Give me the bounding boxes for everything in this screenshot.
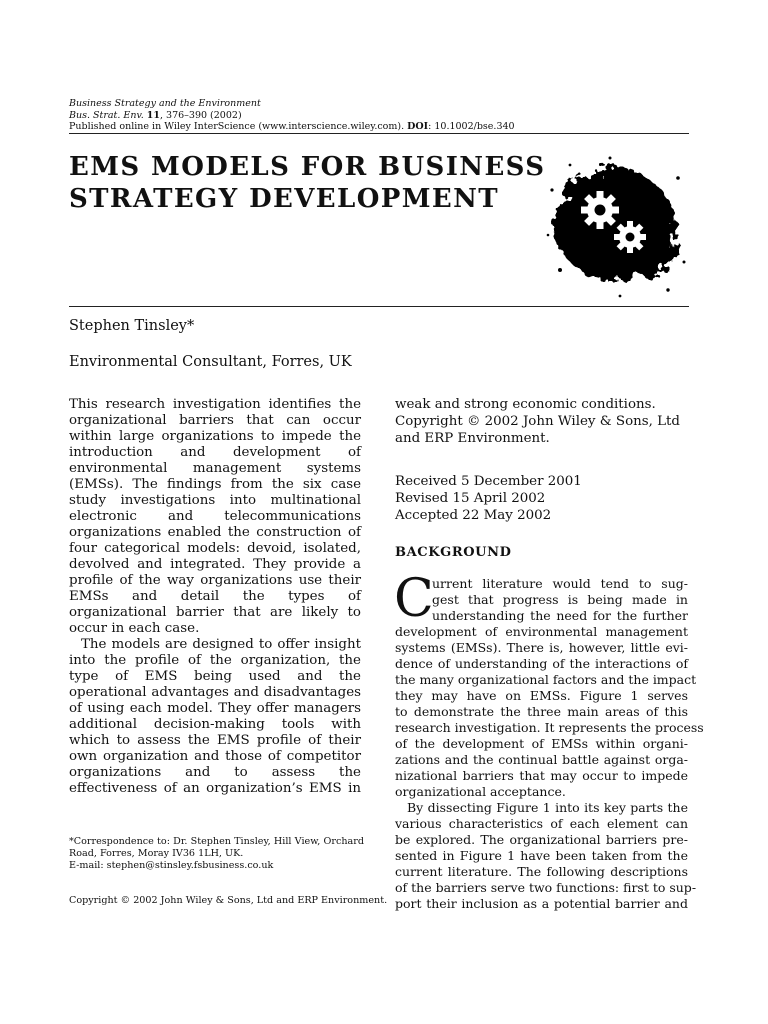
abstract-continuation: weak and strong economic conditions. Copyright © 2002 John Wiley & Sons, Ltd and ERP Environment. xyxy=(395,397,680,446)
revised-date: Revised 15 April 2002 xyxy=(395,491,546,506)
section-heading: BACKGROUND xyxy=(395,545,512,560)
body-text xyxy=(395,576,704,912)
body-paragraph-1: urrent literature would tend to sug- gest that progress is being made in understanding the need for the further development of environmental management systems (EMSs). There is, however, little evi- dence of understanding of the interactions of the many organizational factors and the impact they may have on EMSs. Figure 1 serves to demonstrate the three main areas of this research investigation. It represents the process of the development of EMSs within organi- zations and the continual battle against orga- nizational barriers that may occur to impede organizational acceptance. xyxy=(395,576,704,799)
copyright-footer: Copyright © 2002 John Wiley & Sons, Ltd and ERP Environment. xyxy=(69,895,388,906)
journal-name: Business Strategy and the Environment xyxy=(69,98,261,109)
correspondence-footnote: *Correspondence to: Dr. Stephen Tinsley, Hill View, Orchard Road, Forres, Moray IV36 1LH, UK. E-mail: stephen@stinsley.fsbusiness.co.uk xyxy=(69,836,364,871)
abstract-paragraph-2: The models are designed to offer insight into the profile of the organization, the type of EMS being used and the operational advantages and disadvantages of using each model. They offer managers additional decision-making tools with which to assess the EMS profile of their own organization and those of competitor organizations and to assess the effectiveness of an organization’s EMS in xyxy=(69,637,361,796)
abstract xyxy=(69,396,361,796)
received-date: Received 5 December 2001 xyxy=(395,474,582,489)
gears-icon xyxy=(540,150,690,300)
accepted-date: Accepted 22 May 2002 xyxy=(395,508,552,523)
title-rule xyxy=(69,306,689,307)
article-dates xyxy=(395,473,582,524)
email-link[interactable]: E-mail: stephen@stinsley.fsbusiness.co.uk xyxy=(69,860,274,871)
journal-online-doi: Published online in Wiley InterScience (www.interscience.wiley.com). DOI: 10.1002/bse.340 xyxy=(69,121,515,132)
author-name: Stephen Tinsley* xyxy=(69,318,195,334)
gears-ink-splash-logo xyxy=(540,150,690,300)
abstract-paragraph-1: This research investigation identifies the organizational barriers that can occur within large organizations to impede the introduction and development of environmental management systems (EMSs). The findings from the six case study investigations into multinational electronic and telecommunications organizations enabled the construction of four categorical models: devoid, isolated, devolved and integrated. They provide a profile of the way organizations use their EMSs and detail the types of organizational barrier that are likely to occur in each case. xyxy=(69,397,361,636)
article-title: EMS MODELS FOR BUSINESS STRATEGY DEVELOPMENT xyxy=(69,152,546,214)
header-rule xyxy=(69,133,689,134)
author-affiliation: Environmental Consultant, Forres, UK xyxy=(69,354,352,370)
journal-citation: Bus. Strat. Env. 11, 376–390 (2002) xyxy=(69,109,242,121)
body-paragraph-2: By dissecting Figure 1 into its key parts the various characteristics of each element can be explored. The organizational barriers pre- sented in Figure 1 have been taken from the current literature. The following descriptions of the barriers serve two functions: first to sup- port their inclusion as a potential barrier and xyxy=(395,800,697,911)
drop-cap: C xyxy=(394,569,434,629)
journal-header xyxy=(69,98,689,133)
